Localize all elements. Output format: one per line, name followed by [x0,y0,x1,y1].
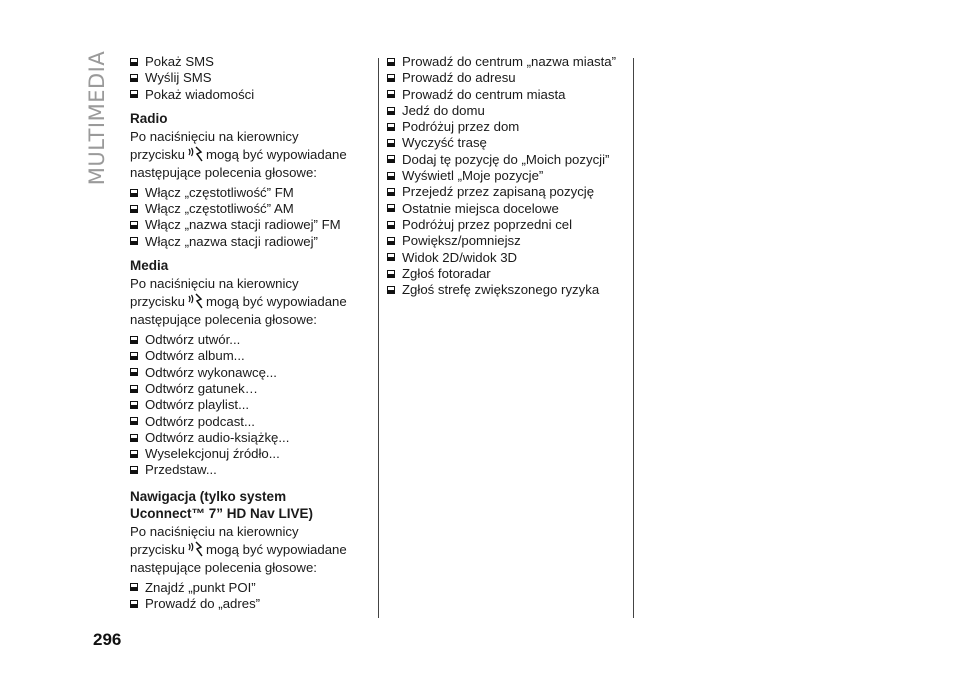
list-item: Przedstaw... [130,462,370,478]
folder-bullet-icon [387,270,396,279]
folder-bullet-icon [387,123,396,132]
list-item: Włącz „częstotliwość” FM [130,185,370,201]
section-side-label-text: MULTIMEDIA [85,50,109,186]
folder-bullet-icon [387,253,396,262]
list-item: Wyczyść trasę [387,135,627,151]
folder-bullet-icon [387,286,396,295]
folder-bullet-icon [130,237,139,246]
list-item: Jedź do domu [387,103,627,119]
folder-bullet-icon [130,434,139,443]
list-item: Prowadź do centrum miasta [387,87,627,103]
list-item: Włącz „nazwa stacji radiowej” FM [130,217,370,233]
list-item: Odtwórz album... [130,348,370,364]
folder-bullet-icon [130,352,139,361]
folder-bullet-icon [130,90,139,99]
column-divider [633,58,634,618]
folder-bullet-icon [130,385,139,394]
list-item: Odtwórz utwór... [130,332,370,348]
list-item: Powiększ/pomniejsz [387,233,627,249]
list-item: Podróżuj przez dom [387,119,627,135]
voice-command-icon [188,293,203,309]
list-item: Odtwórz playlist... [130,397,370,413]
list-item: Znajdź „punkt POI” [130,580,370,596]
list-item: Włącz „częstotliwość” AM [130,201,370,217]
list-item: Dodaj tę pozycję do „Moich pozycji” [387,152,627,168]
column-left [130,54,370,612]
folder-bullet-icon [130,417,139,426]
folder-bullet-icon [387,204,396,213]
folder-bullet-icon [130,221,139,230]
folder-bullet-icon [130,205,139,214]
folder-bullet-icon [387,172,396,181]
list-item: Podróżuj przez poprzedni cel [387,217,627,233]
voice-command-icon [188,541,203,557]
folder-bullet-icon [387,90,396,99]
folder-bullet-icon [130,74,139,83]
list-item: Odtwórz wykonawcę... [130,365,370,381]
list-item: Prowadź do adresu [387,70,627,86]
folder-bullet-icon [130,189,139,198]
folder-bullet-icon [387,58,396,67]
folder-bullet-icon [387,155,396,164]
list-item: Prowadź do „adres” [130,596,370,612]
list-item: Wyświetl „Moje pozycje” [387,168,627,184]
list-item: Prowadź do centrum „nazwa miasta” [387,54,627,70]
folder-bullet-icon [387,237,396,246]
voice-command-icon [188,146,203,162]
folder-bullet-icon [130,450,139,459]
section-side-label [84,52,110,184]
folder-bullet-icon [387,74,396,83]
folder-bullet-icon [387,221,396,230]
section-heading-radio: Radio [130,110,168,126]
folder-bullet-icon [387,188,396,197]
folder-bullet-icon [130,401,139,410]
list-item: Przejedź przez zapisaną pozycję [387,184,627,200]
list-item: Odtwórz gatunek… [130,381,370,397]
list-item: Włącz „nazwa stacji radiowej” [130,234,370,250]
section-intro: Po naciśnięciu na kierownicy przycisku mogą być wypowiadane następujące polecenia głosowe: [130,128,347,180]
list-item: Pokaż wiadomości [130,87,370,103]
list-item: Wyślij SMS [130,70,370,86]
folder-bullet-icon [130,466,139,475]
folder-bullet-icon [130,600,139,609]
folder-bullet-icon [130,368,139,377]
list-item: Ostatnie miejsca docelowe [387,201,627,217]
section-heading-navigation: Nawigacja (tylko system Uconnect™ 7” HD Nav LIVE) [130,488,314,521]
column-divider [378,58,379,618]
list-item: Odtwórz podcast... [130,414,370,430]
top-list [130,54,370,103]
list-item: Pokaż SMS [130,54,370,70]
page-number: 296 [93,630,122,649]
section-intro: Po naciśnięciu na kierownicy przycisku mogą być wypowiadane następujące polecenia głosowe: [130,523,347,575]
section-heading-media: Media [130,258,169,274]
list-item: Wyselekcjonuj źródło... [130,446,370,462]
list-item: Odtwórz audio-książkę... [130,430,370,446]
folder-bullet-icon [130,583,139,592]
column-right [387,54,627,298]
list-item: Zgłoś fotoradar [387,266,627,282]
list-item: Widok 2D/widok 3D [387,250,627,266]
folder-bullet-icon [387,139,396,148]
list-item: Zgłoś strefę zwiększonego ryzyka [387,282,627,298]
folder-bullet-icon [387,107,396,116]
folder-bullet-icon [130,336,139,345]
folder-bullet-icon [130,58,139,67]
section-intro: Po naciśnięciu na kierownicy przycisku mogą być wypowiadane następujące polecenia głosowe: [130,276,347,328]
